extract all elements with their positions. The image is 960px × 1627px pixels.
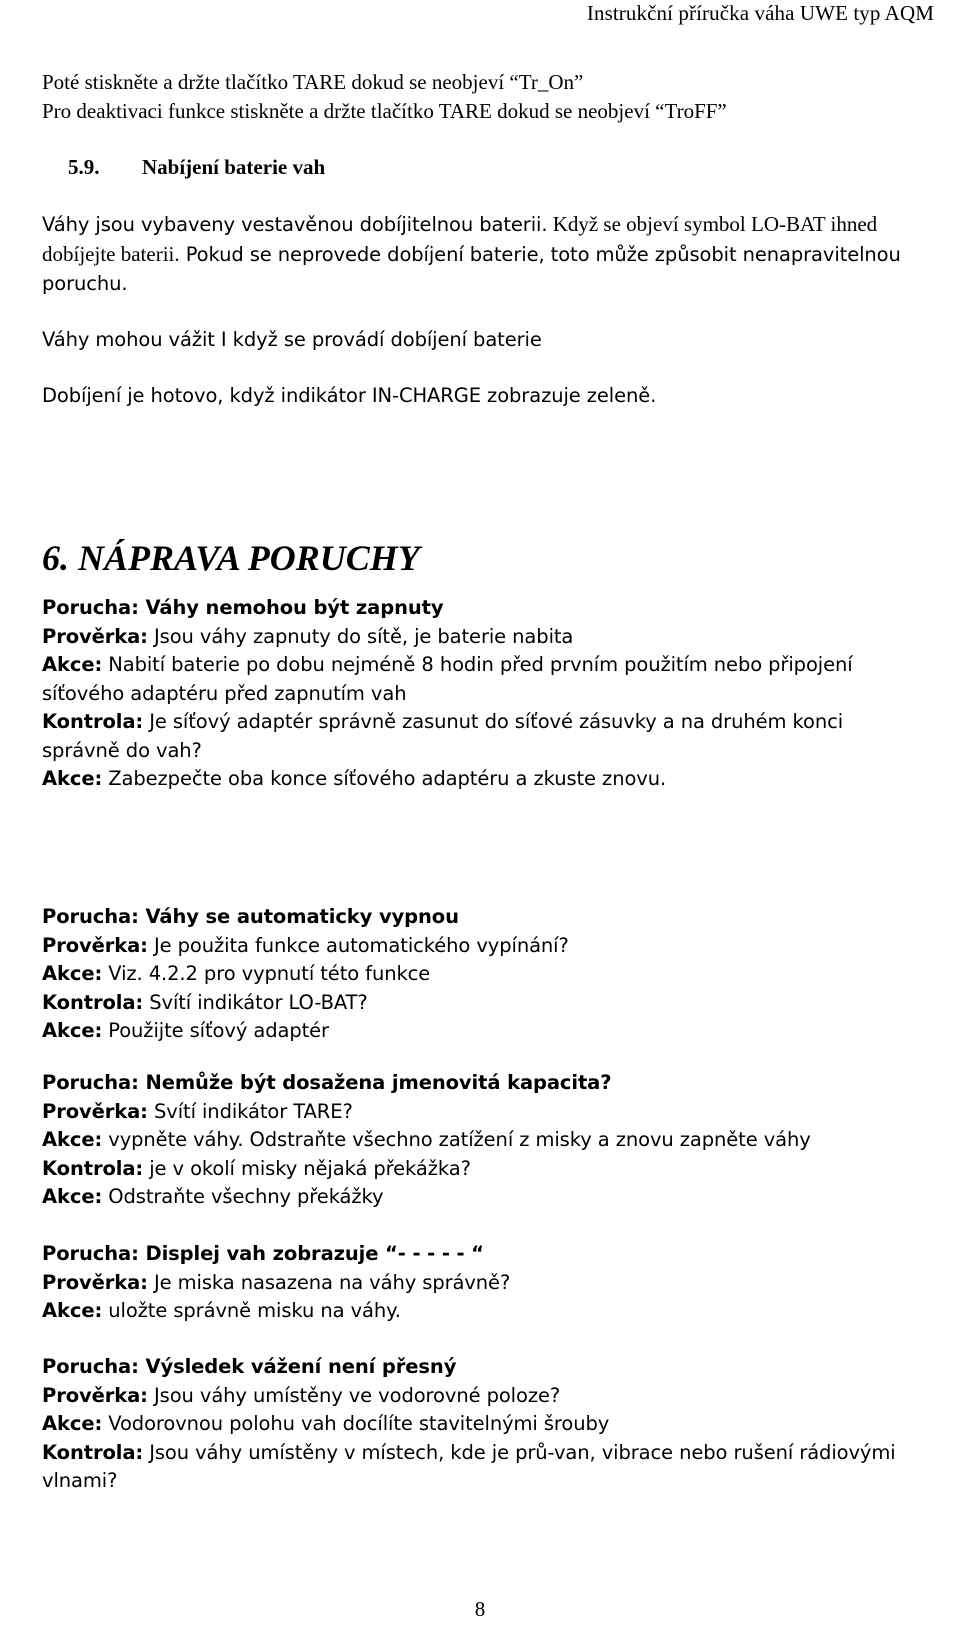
- control-text: Je síťový adaptér správně zasunut do síťové zásuvky a na druhém konci správně do vah?: [42, 710, 844, 762]
- fault-text: Výsledek vážení není přesný: [138, 1355, 457, 1378]
- action-text: Odstraňte všechny překážky: [102, 1185, 384, 1208]
- control-text: Jsou váhy umístěny v místech, kde je prů-van, vibrace nebo rušení rádiovými vlnami?: [42, 1440, 896, 1492]
- control-line: [42, 989, 920, 1018]
- page-number: 8: [474, 1597, 486, 1621]
- fault-text: Váhy se automaticky vypnou: [138, 905, 459, 928]
- fault-label: Porucha:: [42, 1071, 139, 1094]
- fault-group-2: [42, 903, 920, 1046]
- action-label: Akce:: [42, 1128, 103, 1151]
- action-line: [42, 651, 920, 708]
- check-line: [42, 1098, 920, 1127]
- fault-group-3: [42, 1069, 920, 1212]
- control-label: Kontrola:: [42, 1440, 144, 1464]
- fault-group-1: [42, 594, 920, 794]
- intro-block: [42, 68, 920, 125]
- section-title: Nabíjení baterie vah: [142, 155, 326, 179]
- check-label: Prověrka:: [42, 624, 148, 648]
- fault-group-4: [42, 1240, 920, 1326]
- section-5-9-para-1: [42, 210, 920, 299]
- control-text: Svítí indikátor LO-BAT?: [143, 990, 368, 1014]
- action-text: Vodorovnou polohu vah docílíte stavitelnými šrouby: [102, 1412, 610, 1435]
- fault-group-5: [42, 1353, 920, 1496]
- para-3-text: Dobíjení je hotovo, když indikátor IN-CHARGE zobrazuje zeleně.: [42, 384, 657, 407]
- para-2-text: Váhy mohou vážit I když se provádí dobíjení baterie: [42, 328, 542, 351]
- fault-line: [42, 594, 920, 623]
- check-label: Prověrka:: [42, 1099, 148, 1123]
- action-label: Akce:: [42, 962, 103, 985]
- control-label: Kontrola:: [42, 1156, 144, 1180]
- control-label: Kontrola:: [42, 990, 144, 1014]
- fault-text: Nemůže být dosažena jmenovitá kapacita?: [138, 1071, 612, 1094]
- action-line: [42, 1183, 920, 1212]
- fault-line: [42, 1240, 920, 1269]
- action-text: Použijte síťový adaptér: [102, 1019, 329, 1042]
- control-line: [42, 1439, 920, 1496]
- action-text: Zabezpečte oba konce síťového adaptéru a zkuste znovu.: [102, 767, 667, 790]
- section-5-9-heading: [68, 153, 325, 181]
- check-label: Prověrka:: [42, 1270, 148, 1294]
- action-label: Akce:: [42, 653, 103, 676]
- action-label: Akce:: [42, 1019, 103, 1042]
- fault-text: Váhy nemohou být zapnuty: [138, 596, 444, 619]
- action-line: [42, 1017, 920, 1046]
- para-1-part-a: Váhy jsou vybaveny vestavěnou dobíjitelnou baterii.: [42, 213, 548, 236]
- intro-line-1: Poté stiskněte a držte tlačítko TARE dokud se neobjeví “Tr_On”: [42, 70, 584, 94]
- action-text: Nabití baterie po dobu nejméně 8 hodin před prvním použitím nebo připojení síťového adaptéru před zapnutím vah: [42, 653, 853, 705]
- check-line: [42, 1382, 920, 1411]
- action-label: Akce:: [42, 1185, 103, 1208]
- action-label: Akce:: [42, 1412, 103, 1435]
- check-label: Prověrka:: [42, 1383, 148, 1407]
- action-line: [42, 1126, 920, 1155]
- para-1-part-c: Pokud se neprovede dobíjení baterie, toto může způsobit nenapravitelnou poruchu.: [42, 242, 901, 295]
- fault-line: [42, 1353, 920, 1382]
- section-number: 5.9.: [68, 155, 100, 179]
- action-line: [42, 1297, 920, 1326]
- action-text: vypněte váhy. Odstraňte všechno zatížení z misky a znovu zapněte váhy: [102, 1128, 811, 1151]
- check-text: Jsou váhy umístěny ve vodorovné poloze?: [147, 1383, 561, 1407]
- para-1-part-b: Když se objeví symbol LO-BAT ihned dobíjejte baterii.: [42, 212, 878, 266]
- section-6-heading: 6. NÁPRAVA PORUCHY: [42, 538, 420, 578]
- fault-label: Porucha:: [42, 596, 139, 619]
- action-line: [42, 1410, 920, 1439]
- action-line: [42, 765, 920, 794]
- action-line: [42, 960, 920, 989]
- section-5-9-para-3: [42, 382, 920, 411]
- check-text: Je miska nasazena na váhy správně?: [147, 1270, 511, 1294]
- fault-line: [42, 1069, 920, 1098]
- check-text: Jsou váhy zapnuty do sítě, je baterie nabita: [147, 624, 574, 648]
- control-line: [42, 708, 920, 765]
- fault-line: [42, 903, 920, 932]
- check-text: Svítí indikátor TARE?: [147, 1099, 353, 1123]
- control-label: Kontrola:: [42, 710, 144, 733]
- action-label: Akce:: [42, 767, 103, 790]
- control-text: je v okolí misky nějaká překážka?: [143, 1156, 471, 1180]
- check-line: [42, 623, 920, 652]
- fault-text: Displej vah zobrazuje “- - - - - “: [138, 1242, 484, 1265]
- intro-line-2: Pro deaktivaci funkce stiskněte a držte tlačítko TARE dokud se neobjeví “TroFF”: [42, 98, 727, 123]
- check-text: Je použita funkce automatického vypínání?: [147, 933, 569, 957]
- check-label: Prověrka:: [42, 933, 148, 957]
- control-line: [42, 1155, 920, 1184]
- check-line: [42, 932, 920, 961]
- fault-label: Porucha:: [42, 1242, 139, 1265]
- action-label: Akce:: [42, 1299, 103, 1322]
- fault-label: Porucha:: [42, 1355, 139, 1378]
- fault-label: Porucha:: [42, 905, 139, 928]
- check-line: [42, 1269, 920, 1298]
- page-header: Instrukční příručka váha UWE typ AQM: [586, 1, 934, 25]
- section-5-9-para-2: [42, 326, 920, 355]
- action-text: uložte správně misku na váhy.: [102, 1299, 401, 1322]
- action-text: Viz. 4.2.2 pro vypnutí této funkce: [102, 962, 431, 985]
